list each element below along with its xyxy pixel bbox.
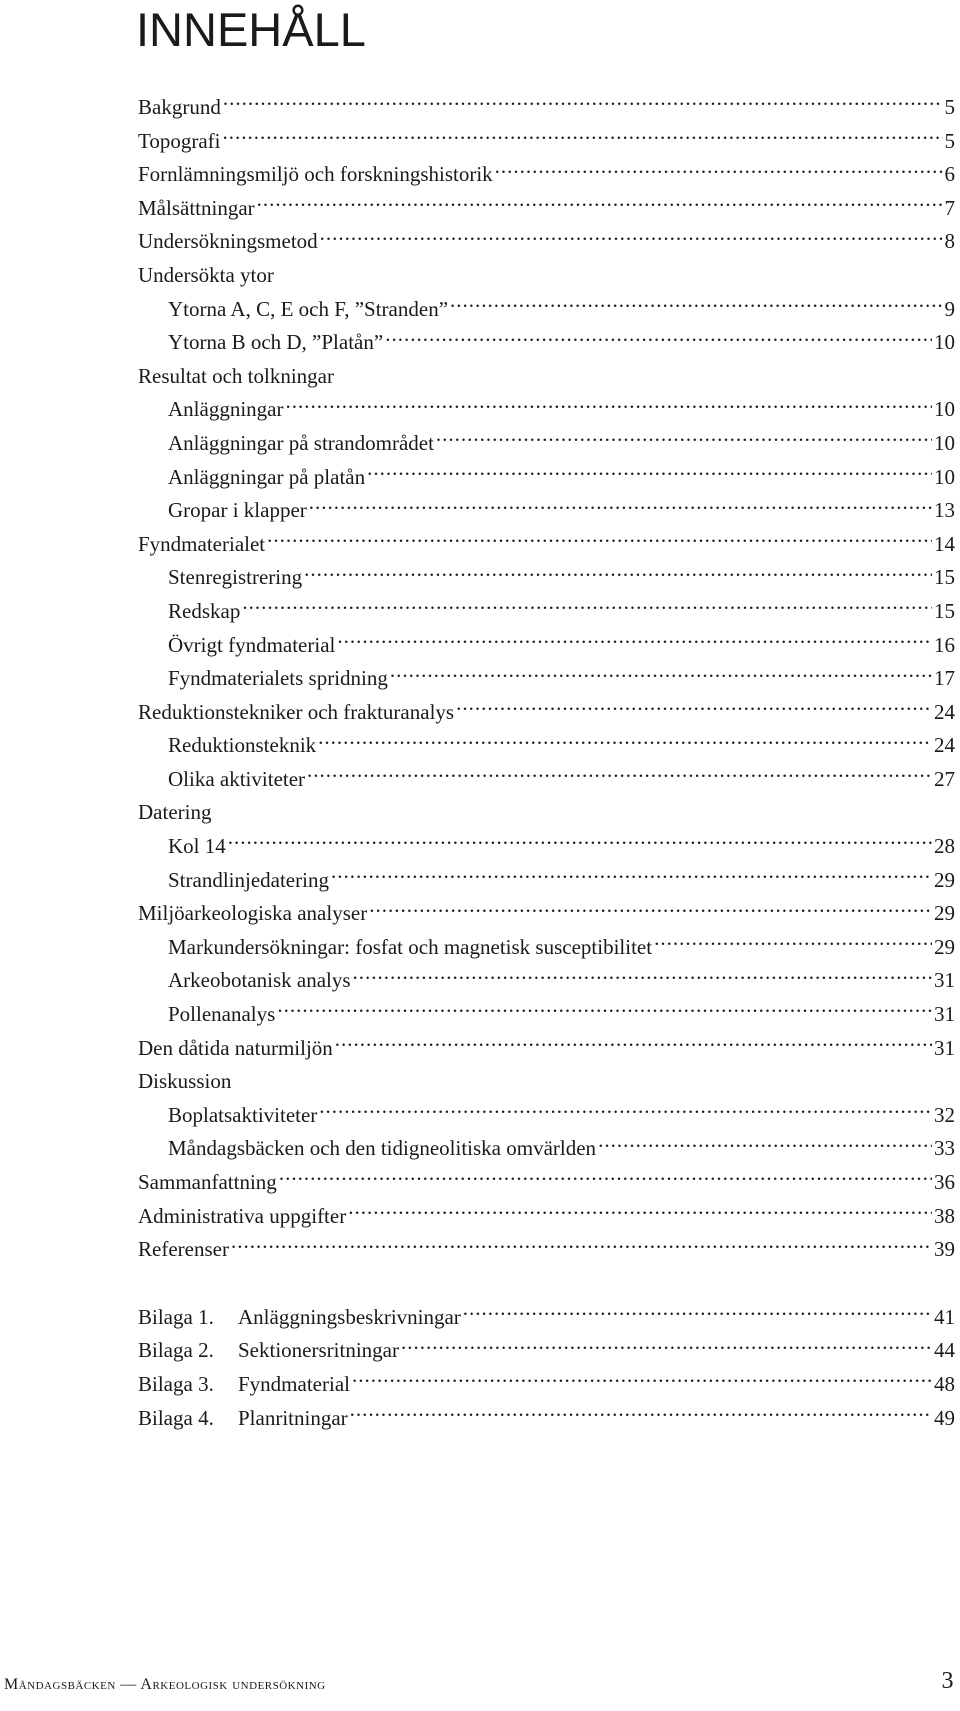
toc-leader-dots — [223, 127, 943, 148]
toc-entry[interactable] — [138, 393, 955, 427]
toc-leader-dots — [385, 328, 932, 349]
toc-entry-page: 16 — [934, 632, 955, 657]
toc-entry[interactable] — [138, 360, 955, 394]
toc-entry[interactable] — [138, 729, 955, 763]
toc-entry-page: 15 — [934, 598, 955, 623]
appendix-entry[interactable] — [138, 1402, 955, 1436]
appendix-label: Anläggningsbeskrivningar — [238, 1304, 461, 1329]
appendix-number: Bilaga 4. — [138, 1405, 214, 1430]
toc-leader-dots — [223, 93, 943, 114]
toc-leader-dots — [279, 1168, 932, 1189]
toc-leader-dots — [304, 563, 932, 584]
toc-entry[interactable] — [138, 629, 955, 663]
toc-entry-label: Måndagsbäcken och den tidigneolitiska omvärlden — [168, 1136, 597, 1161]
toc-entry[interactable] — [138, 696, 955, 730]
toc-entry-page: 17 — [934, 666, 955, 691]
toc-leader-dots — [257, 194, 943, 215]
toc-entry-label: Fyndmaterialet — [138, 531, 266, 556]
appendix-entry[interactable] — [138, 1301, 955, 1335]
toc-leader-dots — [348, 1202, 932, 1223]
toc-entry[interactable] — [138, 1099, 955, 1133]
toc-leader-dots — [331, 866, 932, 887]
toc-leader-dots — [352, 1370, 932, 1391]
toc-entry[interactable] — [138, 158, 955, 192]
toc-leader-dots — [242, 597, 932, 618]
toc-entry-page: 10 — [934, 397, 955, 422]
appendix-label: Fyndmaterial — [238, 1371, 350, 1396]
toc-entry-label: Bakgrund — [138, 95, 221, 119]
appendix-page: 48 — [934, 1371, 955, 1396]
toc-entry[interactable] — [138, 1132, 955, 1166]
toc-entry[interactable] — [138, 561, 955, 595]
toc-entry[interactable] — [138, 1200, 955, 1234]
toc-entry-label: Boplatsaktiviteter — [168, 1102, 318, 1127]
toc-entry-page: 29 — [934, 867, 955, 892]
toc-entry-label: Referenser — [138, 1237, 229, 1262]
toc-entry-page: 28 — [934, 834, 955, 859]
toc-leader-dots — [228, 832, 932, 853]
toc-entry-label: Markundersökningar: fosfat och magnetisk susceptibilitet — [168, 934, 653, 959]
toc-entry-label: Olika aktiviteter — [168, 766, 306, 791]
toc-entry-page: 32 — [934, 1102, 955, 1127]
toc-entry-label: Reduktionstekniker och frakturanalys — [138, 699, 455, 724]
page-number: 3 — [941, 1668, 954, 1694]
toc-entry[interactable] — [138, 461, 955, 495]
toc-entry-label: Strandlinjedatering — [168, 867, 329, 892]
toc-entry[interactable] — [138, 326, 955, 360]
toc-entry-page: 38 — [934, 1203, 955, 1228]
toc-entry-label: Fornlämningsmiljö och forskningshistorik — [138, 162, 493, 187]
toc-leader-dots — [495, 160, 943, 181]
toc-entry-page: 31 — [934, 968, 955, 993]
toc-entry-label: Ytorna B och D, ”Platån” — [168, 330, 384, 355]
toc-entry-label: Resultat och tolkningar — [138, 363, 334, 388]
toc-entry-page: 6 — [944, 162, 955, 187]
toc-leader-dots — [335, 1034, 932, 1055]
toc-entry-label: Kol 14 — [168, 834, 226, 859]
appendix-page: 44 — [934, 1338, 955, 1363]
toc-entry-page: 8 — [944, 229, 955, 254]
toc-leader-dots — [319, 1101, 932, 1122]
toc-leader-dots — [367, 463, 932, 484]
toc-entry[interactable] — [138, 763, 955, 797]
appendix-entry[interactable] — [138, 1368, 955, 1402]
toc-entry-page: 10 — [934, 330, 955, 355]
toc-entry[interactable] — [138, 964, 955, 998]
toc-entry[interactable] — [138, 192, 955, 226]
toc-entry-label: Anläggningar på platån — [168, 464, 366, 489]
toc-entry-page: 31 — [934, 1035, 955, 1060]
toc-entry-label: Den dåtida naturmiljön — [138, 1035, 333, 1060]
toc-entry-page: 15 — [934, 565, 955, 590]
toc-entry-page: 24 — [934, 733, 955, 758]
appendix-label: Planritningar — [238, 1405, 348, 1430]
toc-entry[interactable] — [138, 998, 955, 1032]
toc-entry-page: 27 — [934, 766, 955, 791]
toc-leader-dots — [307, 765, 932, 786]
footer-running-title: Måndagsbäcken — Arkeologisk undersökning — [4, 1676, 326, 1693]
appendix-number: Bilaga 3. — [138, 1371, 214, 1396]
toc-leader-dots — [320, 227, 943, 248]
toc-entry[interactable] — [138, 931, 955, 965]
toc-leader-dots — [231, 1235, 932, 1256]
toc-entry-label: Topografi — [138, 128, 221, 153]
toc-entry-page: 10 — [934, 464, 955, 489]
toc-entry-label: Arkeobotanisk analys — [168, 968, 351, 993]
toc-entry[interactable] — [138, 91, 955, 125]
appendix-entry[interactable] — [138, 1334, 955, 1368]
appendix-label: Sektionersritningar — [238, 1338, 399, 1363]
toc-leader-dots — [369, 899, 932, 920]
toc-entry-label: Ytorna A, C, E och F, ”Stranden” — [168, 296, 449, 321]
toc-leader-dots — [277, 1000, 932, 1021]
toc-entry-page: 31 — [934, 1002, 955, 1027]
toc-entry[interactable] — [138, 897, 955, 931]
table-of-contents — [138, 91, 955, 1435]
toc-entry-label: Pollenanalys — [168, 1002, 276, 1027]
toc-entry[interactable] — [138, 662, 955, 696]
toc-entry-page: 10 — [934, 430, 955, 455]
toc-leader-dots — [337, 631, 932, 652]
appendix-number: Bilaga 2. — [138, 1338, 214, 1363]
toc-entry-page: 5 — [944, 95, 955, 119]
toc-entry[interactable] — [138, 1065, 955, 1099]
toc-entry-page: 33 — [934, 1136, 955, 1161]
toc-entry-label: Diskussion — [138, 1069, 232, 1094]
toc-entry-page: 39 — [934, 1237, 955, 1262]
toc-entry-label: Reduktionsteknik — [168, 733, 317, 758]
toc-entry-page: 9 — [944, 296, 955, 321]
toc-entry-page: 36 — [934, 1170, 955, 1194]
toc-entry-label: Anläggningar — [168, 397, 284, 422]
toc-entry[interactable] — [138, 595, 955, 629]
appendix-page: 41 — [934, 1304, 955, 1329]
toc-entry-page: 7 — [944, 195, 955, 220]
toc-entry[interactable] — [138, 1032, 955, 1066]
toc-entry-label: Datering — [138, 800, 212, 825]
toc-entry-label: Miljöarkeologiska analyser — [138, 901, 368, 926]
toc-entry-label: Anläggningar på strandområdet — [168, 430, 434, 455]
toc-entry-label: Administrativa uppgifter — [138, 1203, 347, 1228]
toc-entry[interactable] — [138, 796, 955, 830]
toc-leader-dots — [436, 429, 932, 450]
toc-leader-dots — [654, 933, 932, 954]
toc-entry[interactable] — [138, 259, 955, 293]
toc-entry[interactable] — [138, 125, 955, 159]
toc-leader-dots — [309, 496, 932, 517]
toc-entry-label: Undersökningsmetod — [138, 229, 318, 254]
toc-leader-dots — [401, 1336, 932, 1357]
toc-entry-label: Stenregistrering — [168, 565, 303, 590]
toc-entry[interactable] — [138, 427, 955, 461]
toc-entry-label: Redskap — [168, 598, 241, 623]
toc-entry-label: Gropar i klapper — [168, 498, 307, 523]
appendix-page: 49 — [934, 1405, 955, 1430]
toc-entry-label: Sammanfattning — [138, 1170, 277, 1194]
toc-entry-label: Målsättningar — [138, 195, 255, 220]
toc-entry[interactable] — [138, 225, 955, 259]
toc-leader-dots — [285, 395, 932, 416]
toc-entry[interactable] — [138, 1233, 955, 1267]
toc-entry[interactable] — [138, 528, 955, 562]
toc-entry[interactable] — [138, 494, 955, 528]
toc-entry-label: Övrigt fyndmaterial — [168, 632, 336, 657]
toc-leader-dots — [318, 731, 932, 752]
toc-entry[interactable] — [138, 293, 955, 327]
toc-entry-page: 29 — [934, 934, 955, 959]
appendix-number: Bilaga 1. — [138, 1304, 214, 1329]
toc-leader-dots — [353, 966, 932, 987]
toc-entry-label: Fyndmaterialets spridning — [168, 666, 388, 691]
toc-entry[interactable] — [138, 864, 955, 898]
toc-leader-dots — [390, 664, 932, 685]
toc-leader-dots — [350, 1404, 932, 1425]
toc-entry-page: 24 — [934, 699, 955, 724]
toc-leader-dots — [463, 1303, 932, 1324]
toc-entry[interactable] — [138, 1166, 955, 1200]
toc-leader-dots — [267, 530, 932, 551]
toc-leader-dots — [598, 1134, 932, 1155]
toc-entry-label: Undersökta ytor — [138, 262, 274, 287]
toc-entry-page: 5 — [944, 128, 955, 153]
page-title: INNEHÅLL — [136, 3, 366, 56]
toc-entry-page: 29 — [934, 901, 955, 926]
toc-entry[interactable] — [138, 830, 955, 864]
toc-leader-dots — [450, 295, 942, 316]
toc-entry-page: 13 — [934, 498, 955, 523]
toc-entry-page: 14 — [934, 531, 955, 556]
toc-leader-dots — [456, 698, 932, 719]
